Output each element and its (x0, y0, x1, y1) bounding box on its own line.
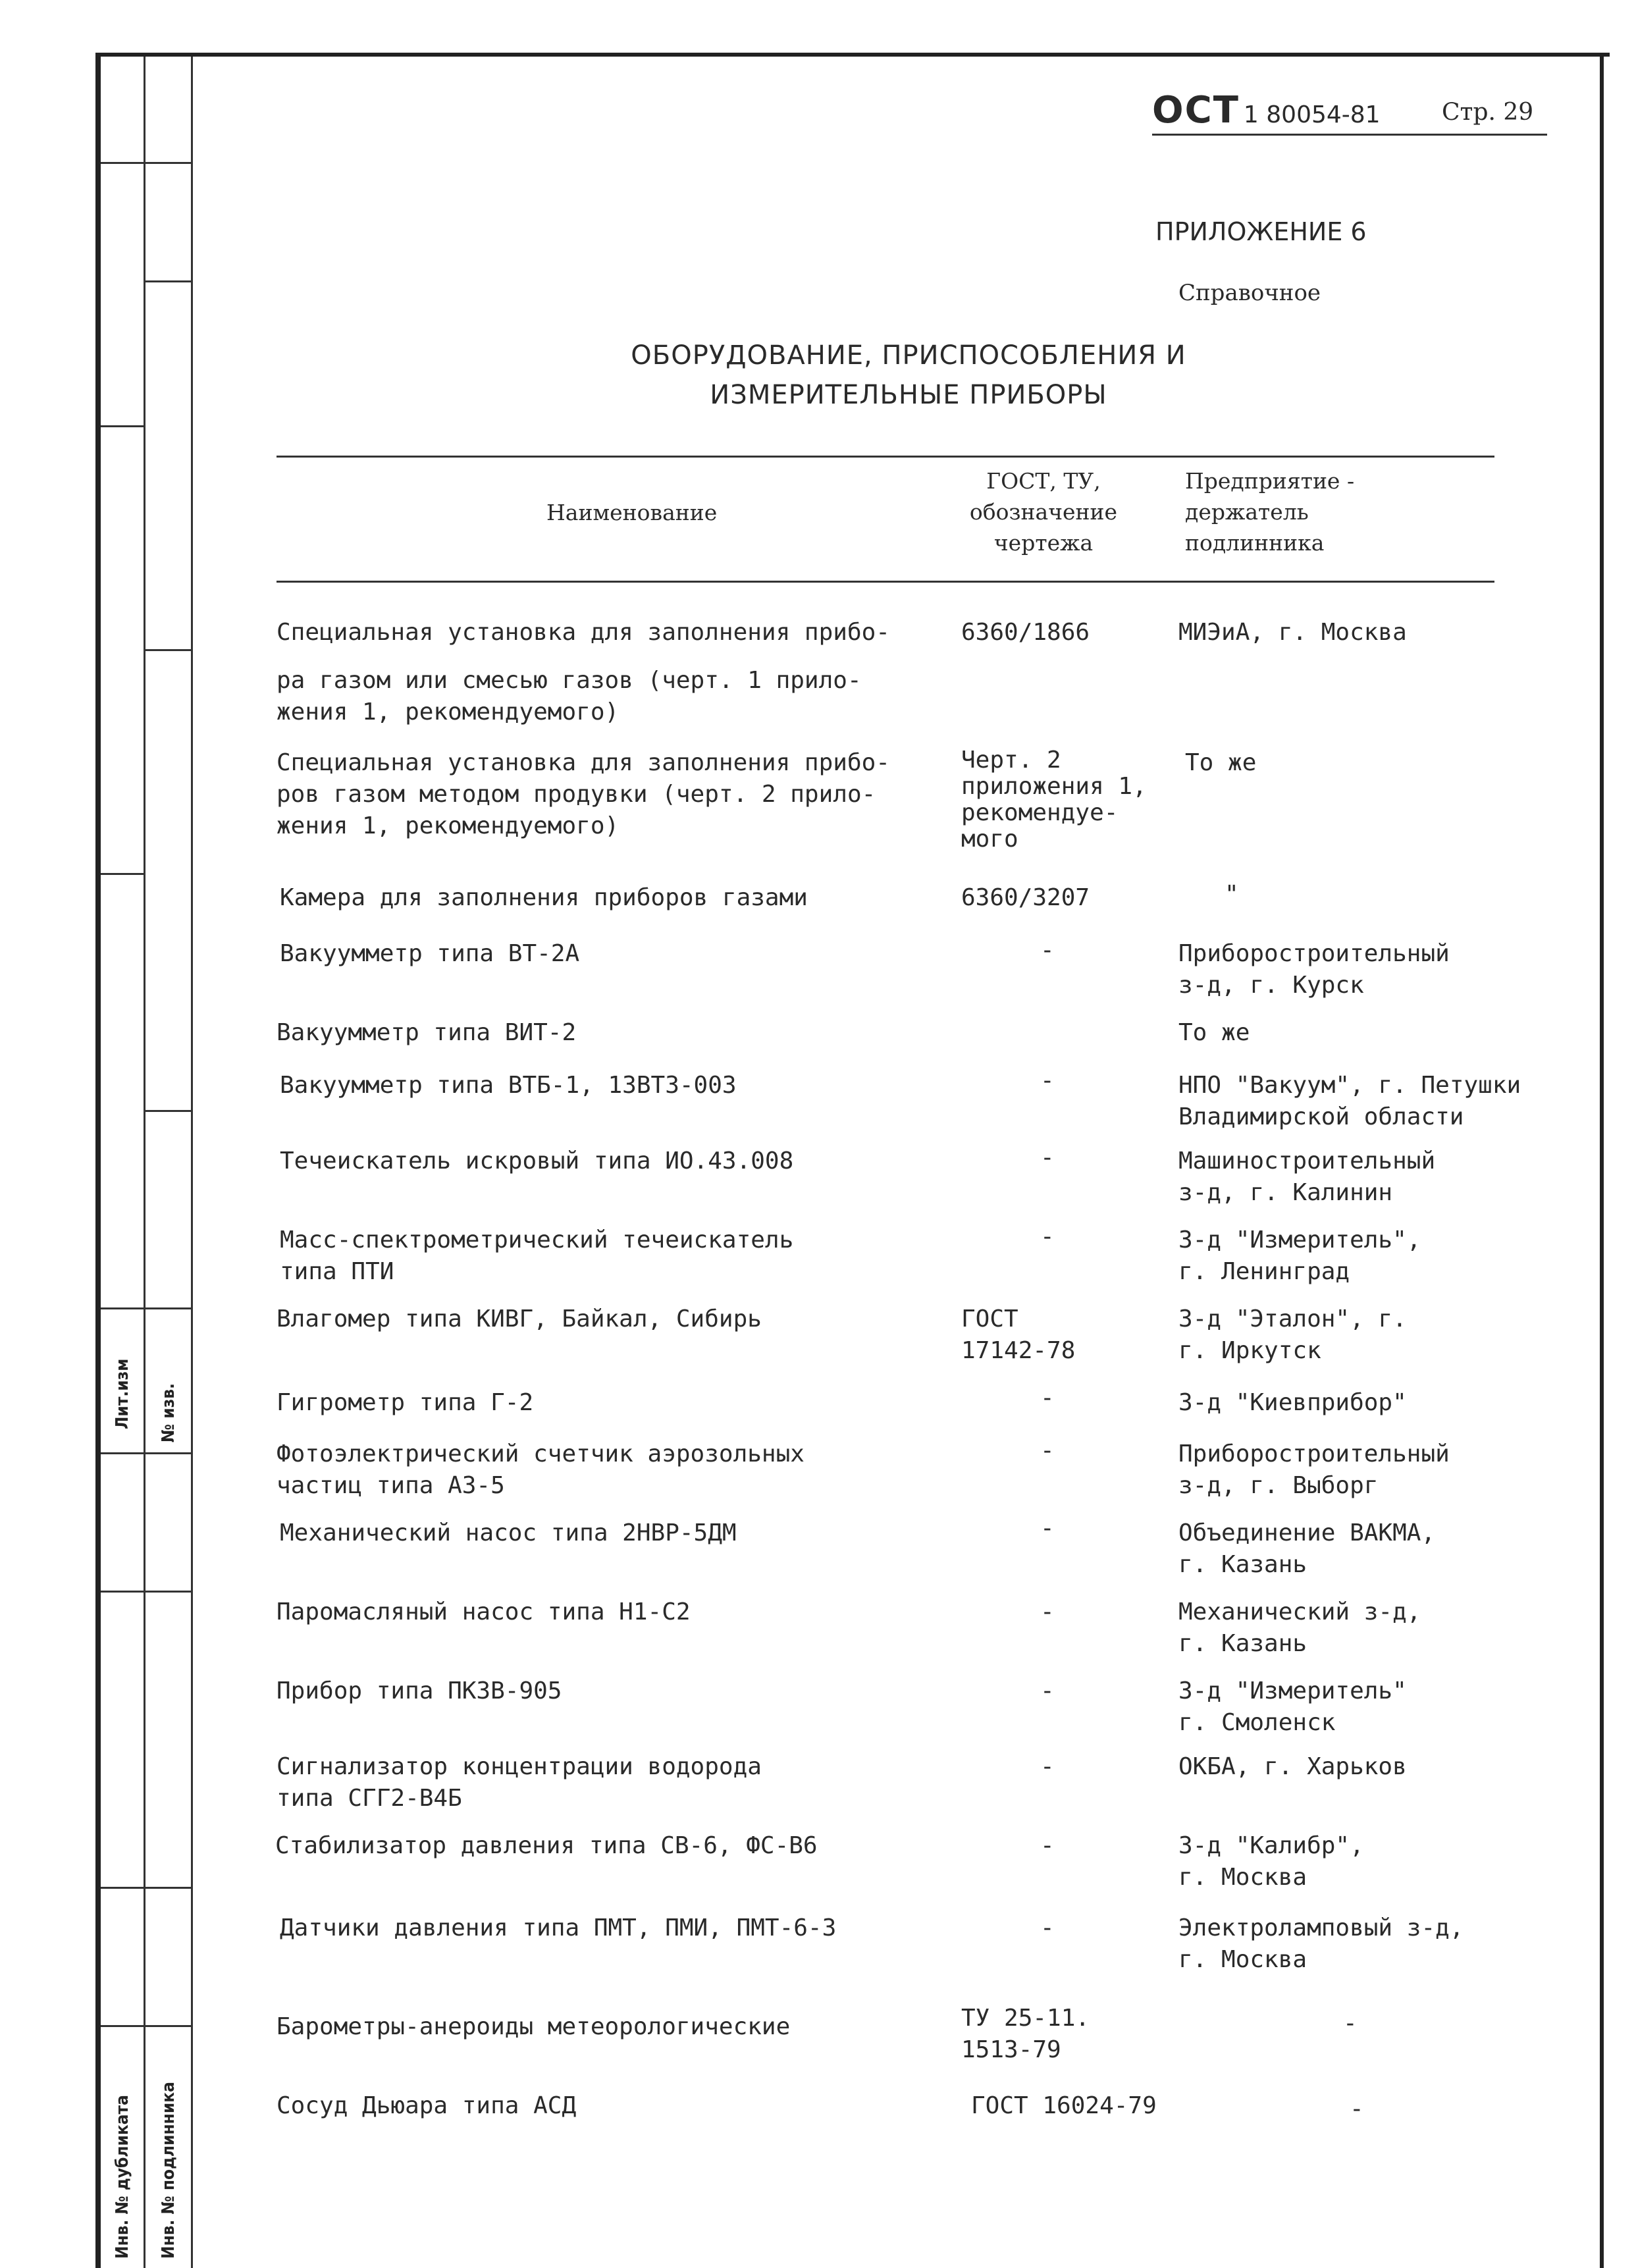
left-margin-strip (101, 57, 193, 2268)
cell-holder: - (1350, 2096, 1364, 2123)
strip-line (101, 425, 144, 427)
cell-holder: З-д "Эталон", г. г. Иркутск (1178, 1305, 1407, 1364)
cell-holder: Приборостроительный з-д, г. Курск (1178, 940, 1450, 999)
cell-name: Паромасляный насос типа Н1-С2 (277, 1598, 691, 1625)
strip-line (101, 1591, 193, 1593)
cell-name: Механический насос типа 2НВР-5ДМ (280, 1519, 737, 1546)
cell-gost: 6360/3207 (961, 884, 1090, 911)
page-frame-right (1600, 53, 1604, 2268)
cell-name: Стабилизатор давления типа СВ-6, ФС-В6 (275, 1832, 818, 1859)
cell-name: Прибор типа ПКЗВ-905 (277, 1677, 562, 1704)
cell-holder: ОКБА, г. Харьков (1178, 1753, 1407, 1780)
cell-name: Влагомер типа КИВГ, Байкал, Сибирь (277, 1305, 762, 1332)
cell-gost: - (1040, 1832, 1055, 1859)
std-prefix: ОСТ (1152, 89, 1240, 132)
page-frame-left (95, 53, 101, 2268)
cell-holder: Электроламповый з-д, г. Москва (1178, 1914, 1464, 1973)
cell-name: Сосуд Дьюара типа АСД (277, 2092, 577, 2119)
inv-dubl-label: Инв. № дубликата (113, 2095, 132, 2259)
cell-gost: - (1040, 1753, 1055, 1780)
cell-gost: - (1040, 1144, 1055, 1171)
cell-name: Гигрометр типа Г-2 (277, 1389, 534, 1416)
cell-holder: Машиностроительный з-д, г. Калинин (1178, 1147, 1436, 1206)
strip-divider (191, 57, 193, 2268)
cell-gost: - (1040, 1914, 1055, 1941)
cell-holder: З-д "Калибр", г. Москва (1178, 1832, 1364, 1891)
cell-name: Специальная установка для заполнения прибо- (277, 619, 890, 646)
table-header-rule (277, 581, 1494, 583)
cell-name: Специальная установка для заполнения прибо- ров газом методом продувки (черт. 2 прило- жения 1, рекомендуемого) (277, 749, 890, 839)
cell-gost: ТУ 25-11. 1513-79 (961, 2005, 1090, 2063)
page-number: Стр. 29 (1442, 99, 1534, 126)
cell-name: Фотоэлектрический счетчик аэрозольных частиц типа АЗ-5 (277, 1440, 805, 1499)
cell-gost: - (1040, 1067, 1055, 1094)
cell-holder: З-д "Киевприбор" (1178, 1389, 1407, 1416)
cell-name: Вакуумметр типа ВТБ-1, 13ВТ3-003 (280, 1072, 737, 1099)
appendix-label: ПРИЛОЖЕНИЕ 6 (1155, 217, 1367, 246)
cell-gost: ГОСТ 16024-79 (971, 2092, 1157, 2119)
cell-gost: - (1040, 1677, 1055, 1704)
cell-gost: - (1040, 1598, 1055, 1625)
strip-line (101, 1307, 193, 1309)
cell-name: Барометры-анероиды метеорологические (277, 2013, 791, 2040)
cell-holder: З-д "Измеритель", г. Ленинград (1178, 1226, 1421, 1285)
cell-name: Сигнализатор концентрации водорода типа СГГ2-В4Б (277, 1753, 762, 1812)
cell-gost: Черт. 2 приложения 1, рекомендуе- мого (961, 747, 1147, 853)
cell-holder: " (1225, 881, 1239, 908)
strip-line (101, 1887, 193, 1889)
strip-line (144, 649, 193, 651)
column-header-gost: ГОСТ, ТУ, обозначение чертежа (969, 468, 1118, 556)
page-frame-top (95, 53, 1610, 57)
cell-gost: - (1040, 1223, 1055, 1250)
cell-name: ра газом или смесью газов (черт. 1 прило- жения 1, рекомендуемого) (277, 667, 862, 725)
standard-designation (1152, 89, 1381, 132)
column-header-name: Наименование (546, 500, 718, 525)
cell-holder: НПО "Вакуум", г. Петушки Владимирской области (1178, 1072, 1521, 1130)
inv-podl-label: Инв. № подлинника (159, 2082, 178, 2259)
cell-holder: Объединение ВАКМА, г. Казань (1178, 1519, 1436, 1578)
table-top-rule (277, 456, 1494, 458)
cell-holder: МИЭиА, г. Москва (1178, 619, 1407, 646)
cell-gost: 6360/1866 (961, 619, 1090, 646)
cell-name: Масс-спектрометрический течеискатель типа ПТИ (280, 1226, 794, 1285)
strip-divider (144, 57, 145, 2268)
cell-gost: - (1040, 1437, 1055, 1464)
strip-line (144, 1110, 193, 1112)
document-title (527, 336, 1290, 415)
cell-name: Течеискатель искровый типа ИО.43.008 (280, 1147, 794, 1174)
std-number: 1 80054-81 (1243, 101, 1381, 128)
cell-holder: То же (1178, 1019, 1250, 1046)
strip-line (144, 280, 193, 282)
cell-holder: То же (1185, 749, 1257, 776)
strip-line (101, 873, 144, 875)
appendix-type: Справочное (1178, 280, 1321, 306)
cell-gost: - (1040, 1385, 1055, 1411)
cell-holder: Механический з-д, г. Казань (1178, 1598, 1421, 1657)
cell-gost: - (1040, 1515, 1055, 1542)
cell-name: Датчики давления типа ПМТ, ПМИ, ПМТ-6-3 (280, 1914, 837, 1941)
cell-holder: Приборостроительный з-д, г. Выборг (1178, 1440, 1450, 1499)
strip-line (101, 1452, 193, 1454)
cell-name: Вакуумметр типа ВИТ-2 (277, 1019, 577, 1046)
cell-gost: ГОСТ 17142-78 (961, 1305, 1076, 1364)
cell-holder: З-д "Измеритель" г. Смоленск (1178, 1677, 1407, 1736)
column-header-holder: Предприятие - держатель подлинника (1185, 468, 1355, 556)
title-line: ИЗМЕРИТЕЛЬНЫЕ ПРИБОРЫ (710, 380, 1107, 410)
cell-name: Камера для заполнения приборов газами (280, 884, 808, 911)
strip-line (101, 2025, 193, 2027)
cell-name: Вакуумметр типа ВТ-2А (280, 940, 580, 967)
cell-holder: - (1343, 2010, 1358, 2037)
header-underline (1152, 134, 1547, 136)
lit-izm-label: Лит.изм (113, 1358, 132, 1429)
cell-gost: - (1040, 937, 1055, 964)
title-line: ОБОРУДОВАНИЕ, ПРИСПОСОБЛЕНИЯ И (631, 340, 1186, 371)
no-izv-label: № изв. (159, 1383, 178, 1442)
strip-line (101, 162, 193, 164)
